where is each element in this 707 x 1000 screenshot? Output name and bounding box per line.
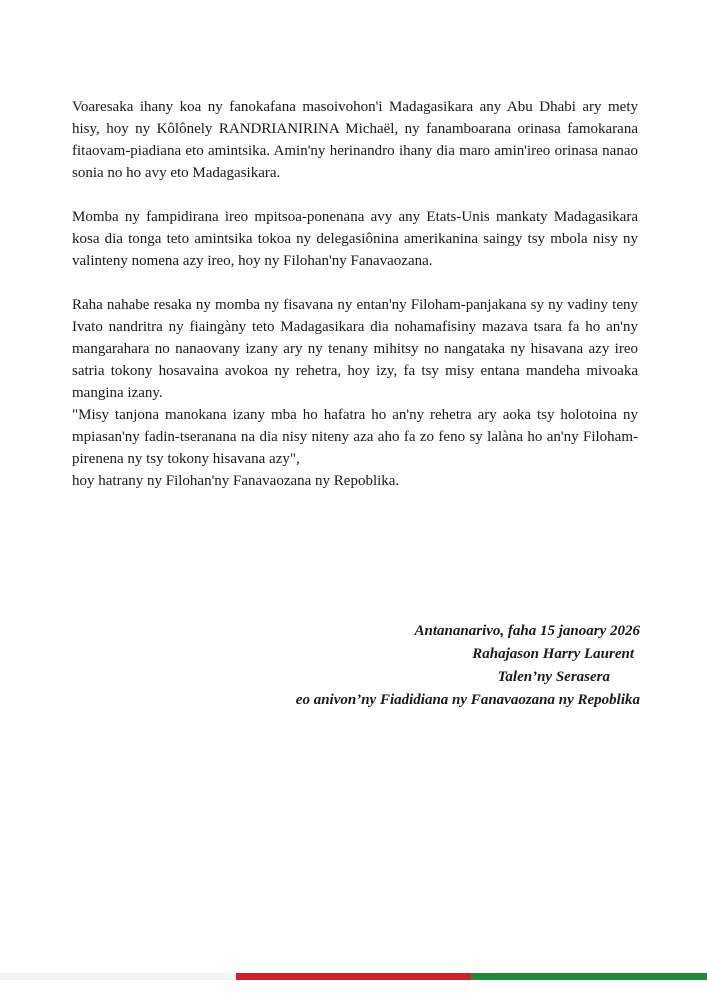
paragraph-attribution: hoy hatrany ny Filohan'ny Fanavaozana ny Repoblika. [72, 473, 400, 489]
paragraph-inspection: Raha nahabe resaka ny momba ny fisavana ny entan'ny Filoham-panjakana sy ny vadiny teny Ivato nandritra ny fiaingàny teto Madagasikara dia nohamafisiny mazava tsara fa ho an'ny mangarahara no nanaovany izany ary ny tenany mihitsy no nangataka ny hisavana azy ireo satria tokony hosavaina avokoa ny rehetra, hoy izy, fa tsy misy entana mandeha mivoaka mangina izany. [72, 297, 638, 401]
flag-color-bar [0, 973, 707, 980]
document-body [72, 96, 638, 492]
signature-office: eo anivon’ny Fiadidiana ny Fanavaozana ny Repoblika [295, 692, 640, 708]
flag-bar-white [0, 973, 236, 980]
paragraph-refugees: Momba ny fampidirana ireo mpitsoa-ponenana avy any Etats-Unis mankaty Madagasikara kosa dia tonga teto amintsika tokoa ny delegasiônina amerikanina saingy tsy mbola nisy ny valinteny nomena azy ireo, hoy ny Filohan'ny Fanavaozana. [72, 209, 638, 269]
signature-place-date: Antananarivo, faha 15 janoary 2026 [414, 623, 640, 639]
paragraph-embassy: Voaresaka ihany koa ny fanokafana masoivohon'i Madagasikara any Abu Dhabi ary mety hisy, hoy ny Kôlônely RANDRIANIRINA Michaël, ny fanamboarana orinasa famokarana fitaovam-piadiana eto amintsika. Amin'ny herinandro ihany dia maro amin'ireo orinasa nanao sonia no ho avy eto Madagasikara. [72, 99, 638, 181]
signature-name: Rahajason Harry Laurent [472, 646, 634, 662]
paragraph-quote: "Misy tanjona manokana izany mba ho hafatra ho an'ny rehetra ary aoka tsy holotoina ny mpiasan'ny fadin-tseranana na dia nisy niteny aza aho fa zo feno sy lalàna ho an'ny Filoham-pirenena ny tsy tokony hisavana azy", [72, 407, 638, 467]
signature-title: Talen’ny Serasera [497, 669, 610, 685]
signature-block [200, 620, 640, 712]
flag-bar-green [471, 973, 707, 980]
flag-bar-red [236, 973, 471, 980]
